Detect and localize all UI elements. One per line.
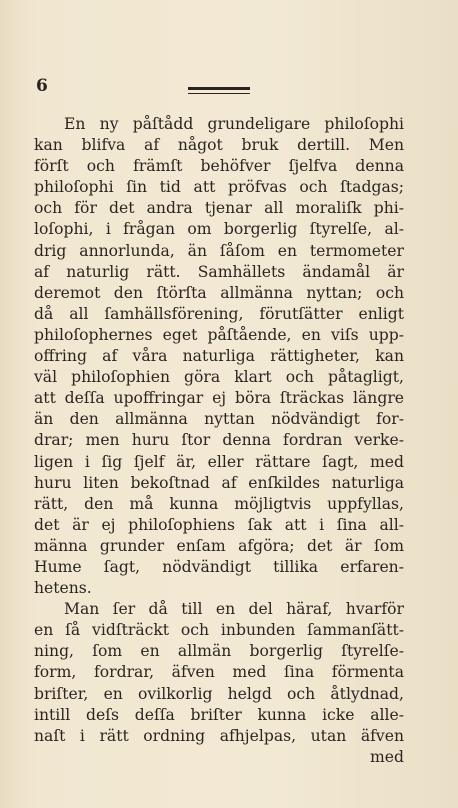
text-line: hetens. (34, 579, 92, 598)
text-line: naſt i rätt ordning afhjelpas, utan äfven (34, 726, 404, 745)
text-line: det är ej philoſophiens ſak att i ſina all- (34, 515, 404, 534)
text-line: drig annorlunda, än ſåſom en termometer (34, 241, 404, 260)
text-line: Hume ſagt, nödvändigt tillika erfaren- (34, 557, 404, 576)
text-line: deremot den ſtörſta allmänna nyttan; och (34, 283, 404, 302)
text-line: ning, ſom en allmän borgerlig ſtyrelſe- (34, 642, 404, 661)
paragraph-1 (34, 114, 404, 599)
text-line: rätt, den må kunna möjligtvis uppfyllas, (34, 494, 404, 513)
text-line: loſophi, i frågan om borgerlig ſtyrelſe, al- (34, 220, 404, 239)
text-line: att deſſa upoffringar ej böra ſträckas längre (34, 389, 404, 408)
text-line: briſter, en ovilkorlig helgd och åtlydnad, (34, 684, 404, 703)
text-line: af naturlig rätt. Samhällets ändamål är (34, 262, 404, 281)
catchword: med (370, 747, 404, 766)
text-line: männa grunder enſam afgöra; det är ſom (34, 536, 404, 555)
body-text (34, 114, 404, 768)
text-line: Man ſer då till en del häraf, hvarför (64, 600, 404, 619)
header-rule (188, 87, 250, 94)
page-number: 6 (36, 76, 48, 96)
text-line: drar; men huru ſtor denna fordran verke- (34, 431, 404, 450)
text-line: huru liten bekoſtnad af enſkildes naturliga (34, 473, 404, 492)
text-line: ligen i ſig ſjelf är, eller rättare ſagt, med (34, 452, 404, 471)
text-line: kan blifva af något bruk dertill. Men (34, 136, 404, 155)
paragraph-2 (34, 599, 404, 747)
text-line: philoſophernes eget påſtående, en viſs upp- (34, 325, 404, 344)
text-line: då all ſamhällsförening, förutſätter enligt (34, 304, 404, 323)
text-line: och för det andra tjenar all moraliſk phi- (34, 199, 404, 218)
text-line: form, fordrar, äfven med ſina förmenta (34, 663, 404, 682)
text-line: En ny påſtådd grundeligare philoſophi (64, 115, 404, 133)
text-line: philoſophi ſin tid att pröfvas och ſtadgas; (34, 178, 404, 197)
text-line: väl philoſophien göra klart och påtagligt, (34, 368, 404, 387)
text-line: en ſå vidſträckt och inbunden ſammanſätt- (34, 621, 404, 640)
text-line: offring af våra naturliga rättigheter, kan (34, 347, 404, 366)
text-line: än den allmänna nyttan nödvändigt for- (34, 410, 404, 429)
text-line: intill deſs deſſa briſter kunna icke alle- (34, 705, 404, 724)
text-line: förſt och främſt behöfver ſjelfva denna (34, 157, 404, 176)
